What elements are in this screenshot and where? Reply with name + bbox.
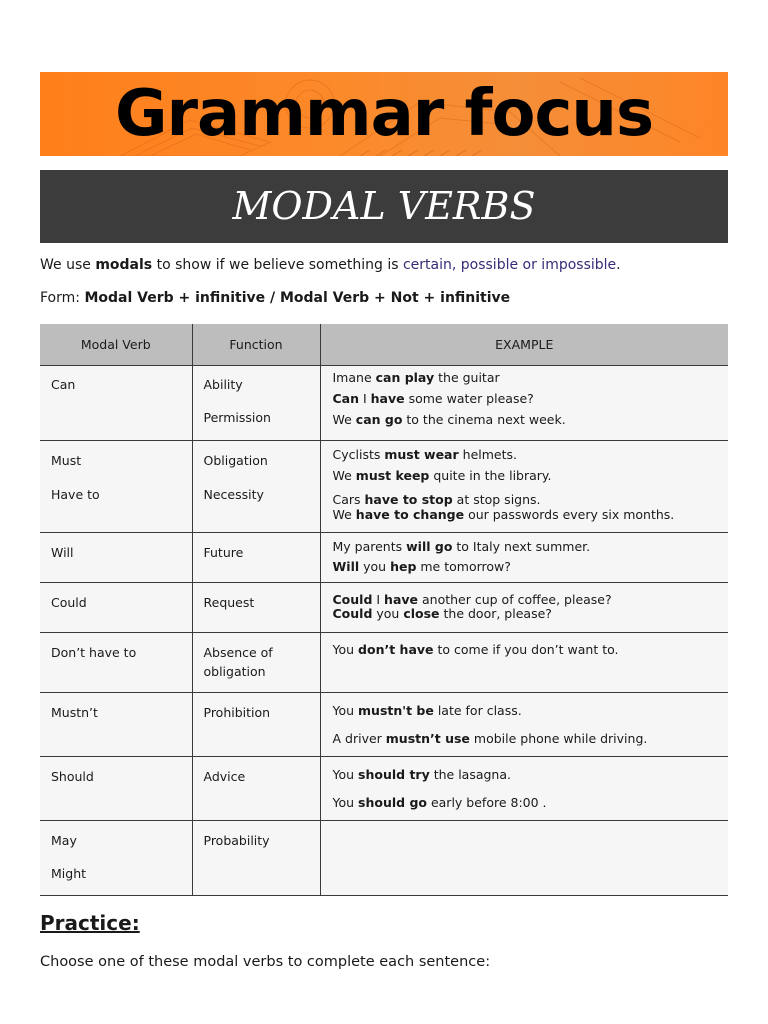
sentence-text: the guitar — [434, 370, 500, 385]
modal-phrase: hep — [390, 559, 417, 574]
modal-verb-cell — [40, 633, 192, 693]
sentence-text: to Italy next summer. — [452, 539, 591, 554]
sentence-text: you — [372, 606, 404, 621]
header-example: EXAMPLE — [320, 324, 728, 366]
page-title: MODAL VERBS — [40, 170, 728, 243]
modal-verb-label: Will — [51, 545, 74, 560]
example-sentence — [333, 642, 619, 658]
function-label: Advice — [203, 769, 246, 784]
example-sentence — [333, 507, 675, 523]
modal-verb-cell — [40, 441, 192, 533]
modal-phrase: don’t have — [358, 642, 434, 657]
sentence-text: Cars — [332, 492, 365, 507]
example-sentence — [333, 492, 541, 508]
sentence-text: to the cinema next week. — [402, 412, 566, 427]
example-cell — [320, 693, 728, 757]
intro-options: certain, possible or impossible — [402, 257, 617, 273]
table-row — [40, 757, 728, 821]
example-cell — [320, 533, 728, 583]
sentence-text: My parents — [332, 539, 407, 554]
sentence-text: I — [372, 592, 385, 607]
function-cell — [192, 693, 320, 757]
function-label: Obligation — [203, 453, 268, 468]
sentence-text: you — [359, 559, 391, 574]
modal-phrase: must keep — [355, 468, 430, 483]
sentence-text: the door, please? — [439, 606, 552, 621]
intro-modals-word: modals — [95, 257, 153, 273]
sentence-text: We — [332, 412, 356, 427]
sentence-text: We — [332, 468, 356, 483]
table-row — [40, 441, 728, 533]
function-label: Request — [203, 595, 255, 610]
table-row — [40, 633, 728, 693]
modal-verb-label: Have to — [51, 487, 100, 502]
header-modal-verb: Modal Verb — [40, 324, 192, 366]
function-cell — [192, 633, 320, 693]
modal-verb-label: Mustn’t — [51, 705, 98, 720]
form-label: Form: — [40, 290, 85, 306]
example-cell — [320, 583, 728, 633]
modal-verb-cell — [40, 693, 192, 757]
function-label: obligation — [203, 664, 266, 679]
modal-phrase: Can — [332, 391, 360, 406]
example-sentence — [333, 412, 566, 428]
modal-phrase: Will — [332, 559, 360, 574]
sentence-text: the lasagna. — [429, 767, 511, 782]
example-cell — [320, 821, 728, 896]
sentence-text: early before 8:00 . — [426, 795, 547, 810]
sentence-text: You — [332, 795, 359, 810]
table-row — [40, 366, 728, 441]
sentence-text: late for class. — [433, 703, 522, 718]
example-sentence — [333, 468, 552, 484]
sentence-text: another cup of coffee, please? — [418, 592, 612, 607]
sentence-text: You — [332, 703, 359, 718]
modal-verbs-table — [40, 324, 728, 896]
function-label: Necessity — [203, 487, 264, 502]
function-label: Ability — [203, 377, 243, 392]
header-function: Function — [192, 324, 320, 366]
function-label: Future — [203, 545, 244, 560]
example-sentence — [333, 559, 511, 575]
function-label: Probability — [203, 833, 270, 848]
modal-verb-cell — [40, 366, 192, 441]
example-sentence — [333, 391, 534, 407]
example-cell — [320, 633, 728, 693]
modal-verb-label: Could — [51, 595, 87, 610]
example-sentence — [333, 606, 552, 622]
table-row — [40, 533, 728, 583]
modal-verb-cell — [40, 533, 192, 583]
example-cell — [320, 757, 728, 821]
modal-phrase: mustn't be — [358, 703, 434, 718]
sentence-text: You — [332, 767, 359, 782]
practice-title: Practice: — [40, 911, 140, 935]
table-row — [40, 821, 728, 896]
sentence-text: quite in the library. — [429, 468, 552, 483]
function-cell — [192, 583, 320, 633]
modal-phrase: will go — [406, 539, 453, 554]
sentence-text: mobile phone while driving. — [469, 731, 648, 746]
modal-verb-cell — [40, 821, 192, 896]
example-sentence — [333, 539, 591, 555]
function-cell — [192, 366, 320, 441]
modal-phrase: have — [384, 592, 419, 607]
sentence-text: Cyclists — [332, 447, 385, 462]
modal-phrase: should go — [358, 795, 427, 810]
example-sentence — [333, 703, 522, 719]
intro-end: . — [616, 257, 621, 273]
sentence-text: to come if you don’t want to. — [433, 642, 619, 657]
function-cell — [192, 757, 320, 821]
sentence-text: our passwords every six months. — [464, 507, 675, 522]
sentence-text: helmets. — [458, 447, 517, 462]
example-sentence — [333, 731, 648, 747]
modal-phrase: Could — [332, 606, 373, 621]
modal-verb-label: May — [51, 833, 77, 848]
function-label: Permission — [203, 410, 271, 425]
sentence-text: I — [359, 391, 371, 406]
sentence-text: We — [332, 507, 356, 522]
intro-text — [40, 256, 621, 274]
modal-verb-label: Can — [51, 377, 76, 392]
example-sentence — [333, 795, 547, 811]
table-row — [40, 693, 728, 757]
sentence-text: me tomorrow? — [416, 559, 511, 574]
modal-phrase: mustn’t use — [385, 731, 470, 746]
modal-verb-cell — [40, 583, 192, 633]
modal-verb-label: Don’t have to — [51, 645, 137, 660]
function-cell — [192, 821, 320, 896]
modal-verb-label: Might — [51, 866, 87, 881]
function-cell — [192, 533, 320, 583]
sentence-text: Imane — [332, 370, 376, 385]
function-cell — [192, 441, 320, 533]
modal-verb-label: Must — [51, 453, 82, 468]
sentence-text: some water please? — [404, 391, 534, 406]
modal-phrase: have — [370, 391, 405, 406]
example-sentence — [333, 767, 512, 783]
modal-phrase: Could — [332, 592, 373, 607]
modal-phrase: should try — [358, 767, 430, 782]
sentence-text: A driver — [332, 731, 386, 746]
modal-phrase: can play — [375, 370, 435, 385]
modal-verb-label: Should — [51, 769, 94, 784]
function-label: Prohibition — [203, 705, 271, 720]
sentence-text: You — [332, 642, 359, 657]
modal-phrase: must wear — [384, 447, 459, 462]
modal-verb-cell — [40, 757, 192, 821]
table-header-row — [40, 324, 728, 366]
example-cell — [320, 441, 728, 533]
practice-instructions: Choose one of these modal verbs to complete each sentence: — [40, 954, 491, 970]
example-sentence — [333, 447, 518, 463]
modal-phrase: have to stop — [364, 492, 453, 507]
sentence-text: at stop signs. — [452, 492, 541, 507]
function-label: Absence of — [203, 645, 273, 660]
modal-phrase: close — [403, 606, 440, 621]
intro-mid: to show if we believe something is — [152, 257, 403, 273]
table-row — [40, 583, 728, 633]
modal-phrase: can go — [355, 412, 403, 427]
form-line — [40, 289, 510, 307]
banner-title: Grammar focus — [114, 77, 654, 151]
form-pattern: Modal Verb + infinitive / Modal Verb + Not + infinitive — [84, 290, 511, 306]
modal-phrase: have to change — [355, 507, 465, 522]
intro-pre: We use — [40, 257, 96, 273]
example-cell — [320, 366, 728, 441]
banner — [40, 72, 728, 156]
example-sentence — [333, 370, 500, 386]
